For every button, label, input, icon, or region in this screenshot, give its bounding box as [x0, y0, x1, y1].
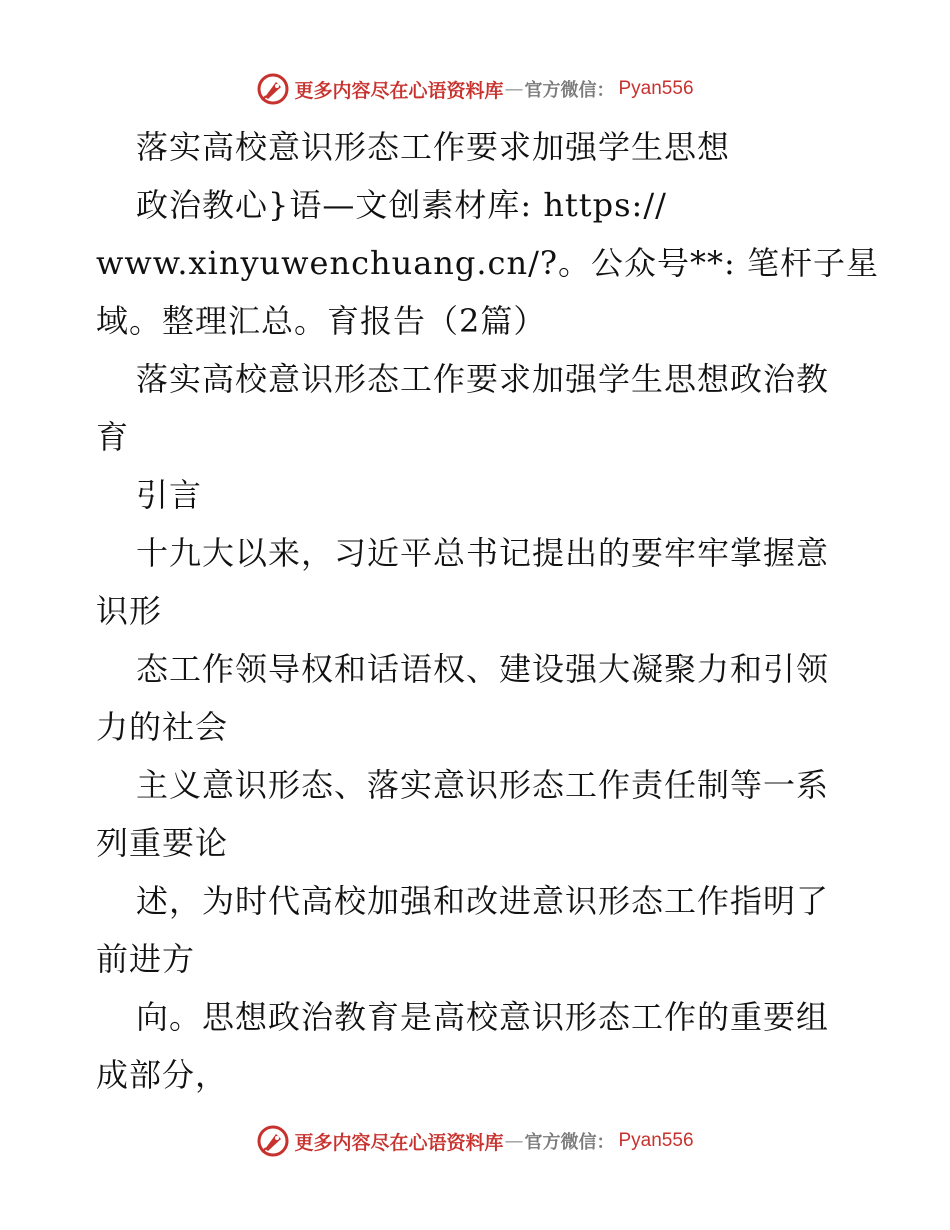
text-line: 十九大以来，习近平总书记提出的要牢牢掌握意: [136, 534, 830, 572]
watermark-dash: —: [504, 78, 524, 100]
text-line: 域。整理汇总。育报告（2篇）: [96, 302, 547, 340]
watermark-dash: —: [504, 1130, 524, 1152]
watermark-name: 更多内容尽在心语资料库: [294, 1131, 504, 1154]
text-line: 成部分，: [96, 1056, 229, 1094]
document-body: [96, 118, 879, 1104]
pen-nib-logo-icon: [256, 1124, 290, 1158]
text-line: 向。思想政治教育是高校意识形态工作的重要组: [136, 998, 830, 1036]
watermark-label: 官方微信：: [524, 1132, 615, 1153]
footer-watermark: [0, 1124, 950, 1158]
text-line: 力的社会: [96, 708, 229, 746]
pen-nib-logo-icon: [256, 72, 290, 106]
watermark-wechat-id: Pyan556: [618, 78, 694, 99]
text-line: 落实高校意识形态工作要求加强学生思想政治教: [136, 360, 830, 398]
text-line: 落实高校意识形态工作要求加强学生思想: [136, 128, 731, 166]
watermark-wechat-id: Pyan556: [618, 1130, 694, 1151]
text-line: 引言: [136, 476, 203, 514]
text-line: 述，为时代高校加强和改进意识形态工作指明了: [136, 882, 830, 920]
text-line: 列重要论: [96, 824, 229, 862]
watermark-name: 更多内容尽在心语资料库: [294, 79, 504, 102]
text-line: www.xinyuwenchuang.cn/?。公众号**: 笔杆子星: [96, 244, 879, 282]
text-line: 育: [96, 418, 130, 456]
header-watermark: [0, 72, 950, 106]
text-line: 态工作领导权和话语权、建设强大凝聚力和引领: [136, 650, 830, 688]
text-line: 前进方: [96, 940, 196, 978]
text-line: 主义意识形态、落实意识形态工作责任制等一系: [136, 766, 830, 804]
watermark-label: 官方微信：: [524, 80, 615, 101]
text-line: 识形: [96, 592, 163, 630]
text-line: 政治教心}语—文创素材库: https://: [136, 186, 667, 224]
